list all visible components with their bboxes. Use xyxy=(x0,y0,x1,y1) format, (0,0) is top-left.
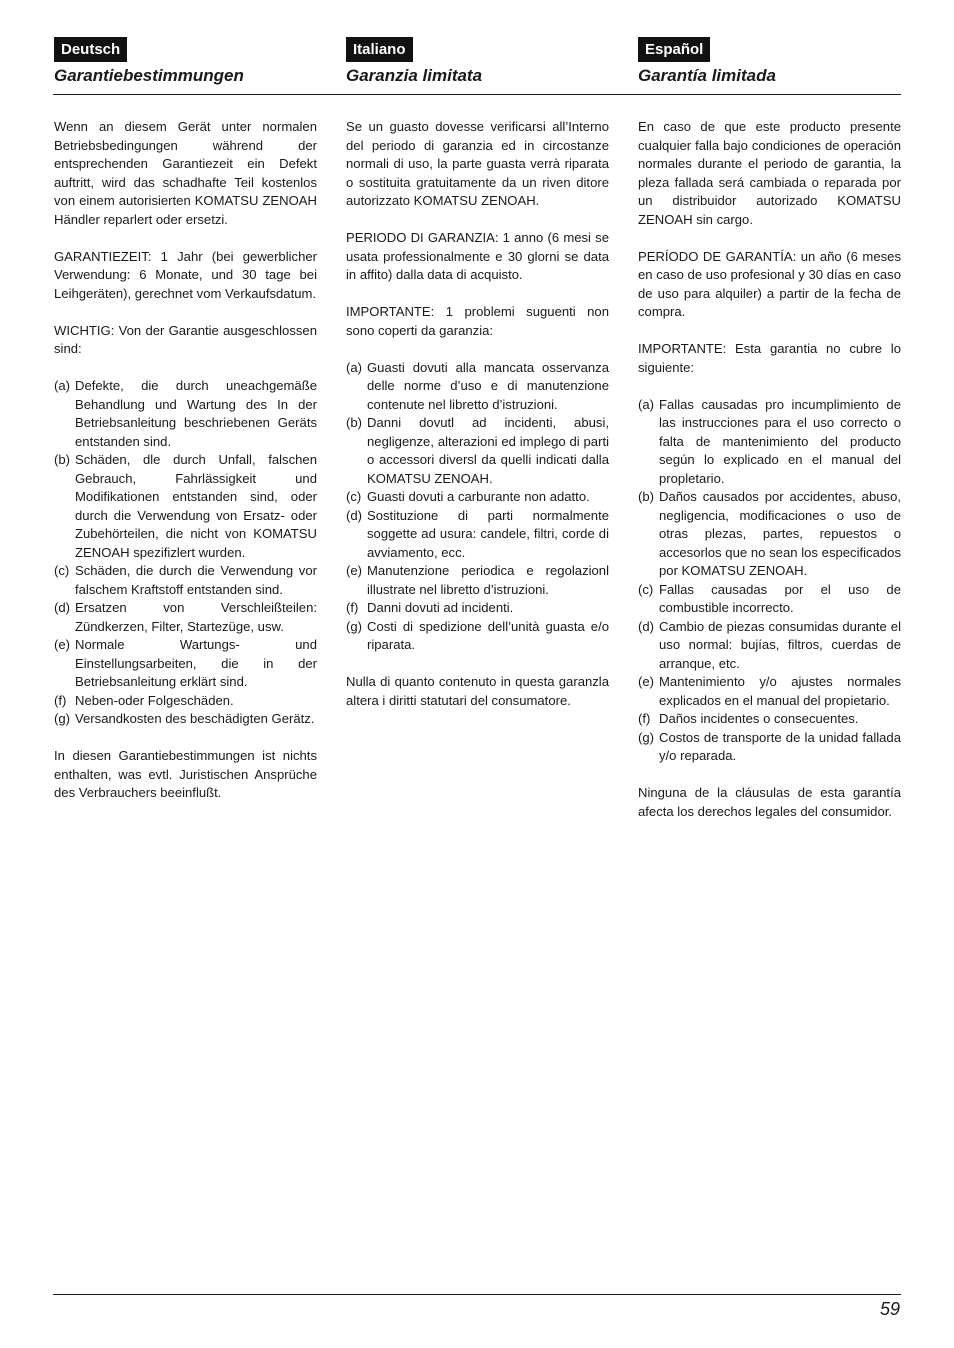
list-item xyxy=(54,599,317,636)
footer-divider xyxy=(53,1294,901,1295)
list-item-text: Sostituzione di parti normalmente soggette ad usura: candele, filtri, corde di avviamento, ecc. xyxy=(367,507,609,560)
list-item-text: Costi di spedizione dell’unità guasta e/o riparata. xyxy=(367,618,609,652)
list-item-text: Manutenzione periodica e regolazionl illustrate nel libretto d’istruzioni. xyxy=(367,563,609,597)
list-item-text: Defekte, die durch uneachgemäße Behandlung und Wartung des In der Betriebsanleitung beschriebenen Geräts entstanden sind. xyxy=(75,378,317,449)
closing-paragraph: In diesen Garantiebestimmungen ist nichts enthalten, was evtl. Juristischen Ansprüche des Verbrauchers beeinflußt. xyxy=(54,748,317,800)
list-item-label: (g) xyxy=(346,618,363,634)
list-item xyxy=(638,581,901,618)
list-item xyxy=(346,359,609,415)
closing-paragraph: Nulla di quanto contenuto in questa garanzla altera i diritti statutari del consumatore. xyxy=(346,674,609,708)
list-item-text: Cambio de piezas consumidas durante el uso normal: bujías, filtros, cuerdas de arranque, etc. xyxy=(659,618,901,671)
warranty-period-paragraph: GARANTIEZEIT: 1 Jahr (bei gewerblicher Verwendung: 6 Monate, und 30 tage bei Leihgeräten), gerechnet vom Verkaufsdatum. xyxy=(54,248,317,301)
list-item-label: (d) xyxy=(638,618,655,634)
column-body-deutsch xyxy=(54,118,317,821)
list-item-label: (f) xyxy=(638,711,651,726)
intro-paragraph: En caso de que este producto presente cualquier falla bajo condiciones de operación normales durante el periodo de garantia, la pleza fallada será cambiada o reparada por un distribuidor autorizado KOMATSU ZENOAH sin cargo. xyxy=(638,119,901,227)
list-item-text: Versandkosten des beschädigten Gerätz. xyxy=(75,711,315,726)
list-item-label: (b) xyxy=(638,489,655,504)
intro-paragraph: Se un guasto dovesse verificarsi all’Interno del periodo di garanzia ed in circostanze normali di uso, la parte guasta verrà riparata o sostituita gratuitamente da un riven ditore autorizzato KOMATSU ZENOAH. xyxy=(346,119,609,208)
list-item-text: Costos de transporte de la unidad fallada y/o reparada. xyxy=(659,729,901,763)
list-item-text: Guasti dovuti alla mancata osservanza delle norme d’uso e di manutenzione contenute nel libretto d’istruzioni. xyxy=(367,359,609,412)
list-item-text: Mantenimiento y/o ajustes normales explicados en el manual del propietario. xyxy=(659,674,901,708)
list-item xyxy=(638,618,901,674)
list-item xyxy=(346,618,609,655)
list-item xyxy=(346,562,609,599)
exclusions-heading: WICHTIG: Von der Garantie ausgeschlossen sind: xyxy=(54,322,317,356)
page-number: 59 xyxy=(879,1299,900,1319)
list-item xyxy=(638,396,901,489)
list-item xyxy=(638,710,901,729)
list-item-label: (a) xyxy=(54,378,71,393)
list-item-label: (f) xyxy=(54,692,67,708)
list-item-label: (g) xyxy=(54,711,71,726)
list-item-label: (c) xyxy=(54,563,70,578)
list-item-label: (b) xyxy=(346,415,363,430)
exclusions-heading: IMPORTANTE: 1 problemi suguenti non sono coperti da garanzia: xyxy=(346,304,609,338)
list-item-text: Daños causados por accidentes, abuso, negligencia, modificaciones o uso de otras plezas, partes, repuestos o accesorlos que no sean los especificados por KOMATSU ZENOAH. xyxy=(659,489,901,578)
list-item-label: (e) xyxy=(54,637,71,652)
list-item xyxy=(54,710,317,729)
list-item-text: Danni dovuti ad incidenti. xyxy=(367,600,514,615)
list-item-label: (g) xyxy=(638,729,655,745)
list-item xyxy=(54,692,317,711)
section-title: Garanzia limitata xyxy=(346,66,483,85)
list-item xyxy=(346,488,609,507)
closing-paragraph: Ninguna de la cláusulas de esta garantía afecta los derechos legales del consumidor. xyxy=(638,785,901,819)
list-item-label: (c) xyxy=(638,581,654,597)
list-item-label: (a) xyxy=(346,359,363,375)
list-item xyxy=(54,562,317,599)
list-item-text: Danni dovutl ad incidenti, abusi, negligenze, alterazioni ed implego di parti o accessori diversl da quelli indicati dalla KOMATSU ZENOAH. xyxy=(367,415,609,486)
list-item-label: (a) xyxy=(638,396,655,412)
list-item xyxy=(346,599,609,618)
list-item-text: Fallas causadas pro incumplimiento de las instrucciones para el uso correcto o falta de mantenimiento del producto según lo explicado en el manual del propletario. xyxy=(659,396,901,486)
list-item-text: Ersatzen von Verschleißteilen: Zündkerzen, Filter, Startezüge, usw. xyxy=(75,600,317,634)
column-header-deutsch xyxy=(54,37,317,87)
list-item-text: Daños incidentes o consecuentes. xyxy=(659,711,859,726)
language-tag: Deutsch xyxy=(54,37,127,62)
warranty-period-paragraph: PERÍODO DE GARANTÍA: un año (6 meses en caso de uso profesional y 30 días en caso de uso para alquiler) a partir de la fecha de compra. xyxy=(638,248,901,319)
exclusions-heading: IMPORTANTE: Esta garantia no cubre lo siguiente: xyxy=(638,341,901,375)
header-divider xyxy=(53,94,901,95)
language-tag: Español xyxy=(638,37,710,62)
list-item xyxy=(346,507,609,563)
list-item-label: (f) xyxy=(346,600,359,615)
section-title: Garantía limitada xyxy=(638,66,776,85)
list-item xyxy=(638,673,901,710)
warranty-period-paragraph: PERIODO DI GARANZIA: 1 anno (6 mesi se usata professionalmente e 30 glorni se data in affito) dalla data di acquisto. xyxy=(346,230,609,282)
exclusions-list xyxy=(54,377,317,729)
list-item-label: (e) xyxy=(638,674,655,689)
list-item-text: Fallas causadas por el uso de combustible incorrecto. xyxy=(659,581,901,615)
list-item xyxy=(638,488,901,581)
list-item-text: Normale Wartungs- und Einstellungsarbeiten, die in der Betriebsanleitung erklärt sind. xyxy=(75,637,317,689)
column-body-italiano xyxy=(346,118,609,729)
list-item-label: (d) xyxy=(346,507,363,523)
list-item-text: Schäden, die durch die Verwendung vor falschem Kraftstoff entstanden sind. xyxy=(75,563,317,597)
list-item-text: Schäden, dle durch Unfall, falschen Gebrauch, Fahrlässigkeit und Modifikationen entstanden sind, oder durch die Verwendung von Ersatz- oder Zubehörteilen, die nicht von KOMATSU ZENOAH spezifizlert wurden. xyxy=(75,452,317,560)
column-body-espanol xyxy=(638,118,901,840)
list-item-label: (b) xyxy=(54,452,71,467)
language-tag: Italiano xyxy=(346,37,413,62)
list-item xyxy=(54,636,317,692)
column-header-italiano xyxy=(346,37,609,87)
list-item xyxy=(54,451,317,562)
list-item xyxy=(638,729,901,766)
column-header-espanol xyxy=(638,37,901,87)
exclusions-list xyxy=(638,396,901,766)
intro-paragraph: Wenn an diesem Gerät unter normalen Betriebsbedingungen während der entsprechenden Garantiezeit ein Defekt auftritt, wird das schadhafte Teil kostenlos von einem autorisierten KOMATSU ZENOAH Händler reparlert oder ersetzi. xyxy=(54,119,317,227)
list-item xyxy=(346,414,609,488)
section-title: Garantiebestimmungen xyxy=(54,66,244,85)
exclusions-list xyxy=(346,359,609,655)
list-item-label: (e) xyxy=(346,563,363,578)
list-item-text: Guasti dovuti a carburante non adatto. xyxy=(367,489,590,504)
list-item-label: (c) xyxy=(346,489,362,504)
list-item-text: Neben-oder Folgeschäden. xyxy=(75,692,234,708)
list-item-label: (d) xyxy=(54,600,71,615)
list-item xyxy=(54,377,317,451)
